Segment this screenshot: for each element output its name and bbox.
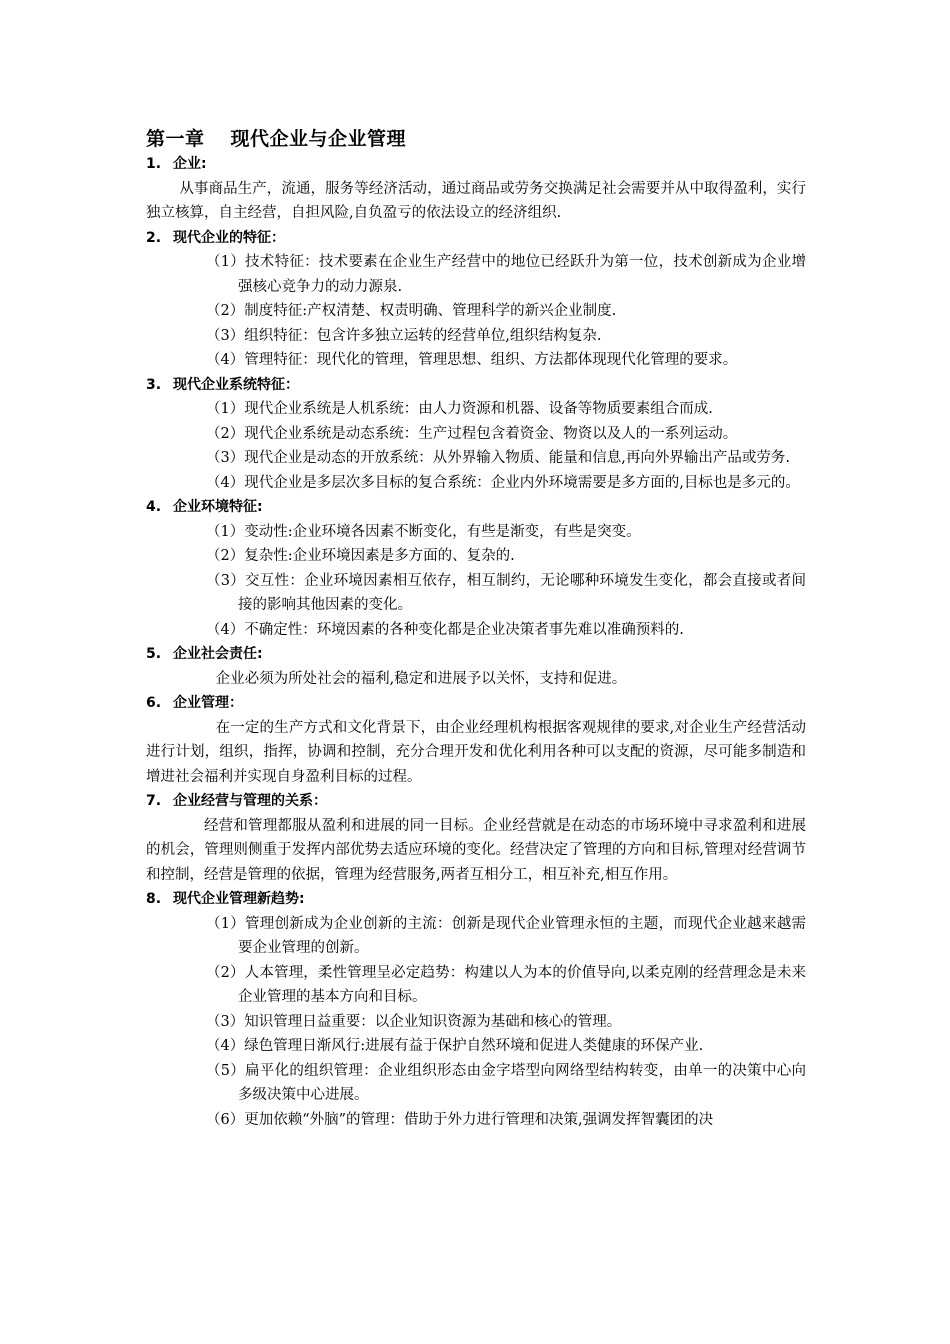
list-item: （1）现代企业系统是人机系统：由人力资源和机器、设备等物质要素组合而成. <box>206 401 713 417</box>
list-item: （4）现代企业是多层次多目标的复合系统：企业内外环境需要是多方面的,目标也是多元的。 <box>206 474 800 491</box>
chapter-title <box>146 124 406 151</box>
list-item: （2）制度特征:产权清楚、权责明确、管理科学的新兴企业制度. <box>206 303 617 319</box>
section-heading: 3. 现代企业系统特征： <box>146 376 299 393</box>
section-heading: 1. 企业: <box>146 156 207 172</box>
section-list <box>206 397 806 495</box>
chapter-label: 第一章 <box>146 128 205 150</box>
document-body <box>146 152 806 1132</box>
section-paragraph: 从事商品生产，流通，服务等经济活动，通过商品或劳务交换满足社会需要并从中取得盈利，实行独立核算，自主经营，自担风险,自负盈亏的依法设立的经济组织. <box>146 180 806 221</box>
list-item: （3）交互性：企业环境因素相互依存，相互制约，无论哪种环境发生变化，都会直接或者间接的影响其他因素的变化。 <box>206 572 806 613</box>
list-item: （1）技术特征：技术要素在企业生产经营中的地位已经跃升为第一位，技术创新成为企业增强核心竞争力的动力源泉. <box>206 254 806 295</box>
list-item: （4）不确定性：环境因素的各种变化都是企业决策者事先难以准确预料的. <box>206 621 684 638</box>
list-item: （3）现代企业是动态的开放系统：从外界输入物质、能量和信息,再向外界输出产品或劳务. <box>206 450 790 466</box>
section-heading: 7. 企业经营与管理的关系： <box>146 793 327 809</box>
list-item: （4）管理特征：现代化的管理，管理思想、组织、方法都体现现代化管理的要求。 <box>206 352 738 368</box>
list-item: （2）现代企业系统是动态系统：生产过程包含着资金、物资以及人的一系列运动。 <box>206 425 738 442</box>
section-list <box>206 250 806 373</box>
section-list <box>206 520 806 643</box>
list-item: （3）组织特征：包含许多独立运转的经营单位,组织结构复杂. <box>206 327 602 344</box>
section-heading: 4. 企业环境特征: <box>146 499 263 515</box>
section-heading: 6. 企业管理： <box>146 695 243 711</box>
list-item: （1）管理创新成为企业创新的主流：创新是现代企业管理永恒的主题，而现代企业越来越需要企业管理的创新。 <box>206 915 806 956</box>
section-heading: 5. 企业社会责任: <box>146 646 263 662</box>
list-item: （6）更加依赖“外脑”的管理：借助于外力进行管理和决策,强调发挥智囊团的决 <box>206 1111 714 1128</box>
list-item: （3）知识管理日益重要：以企业知识资源为基础和核心的管理。 <box>206 1013 622 1030</box>
list-item: （2）复杂性:企业环境因素是多方面的、复杂的. <box>206 548 515 564</box>
chapter-name: 现代企业与企业管理 <box>230 128 407 150</box>
section-heading: 8. 现代企业管理新趋势: <box>146 891 305 907</box>
list-item: （2）人本管理，柔性管理呈必定趋势：构建以人为本的价值导向,以柔克刚的经营理念是未来企业管理的基本方向和目标。 <box>206 964 806 1005</box>
section-list <box>206 912 806 1133</box>
section-paragraph: 企业必须为所处社会的福利,稳定和进展予以关怀，支持和促进。 <box>215 670 627 687</box>
list-item: （4）绿色管理日渐风行:进展有益于保护自然环境和促进人类健康的环保产业. <box>206 1038 704 1054</box>
section-paragraph: 经营和管理都服从盈利和进展的同一目标。企业经营就是在动态的市场环境中寻求盈利和进展的机会，管理则侧重于发挥内部优势去适应环境的变化。经营决定了管理的方向和目标,管理对经营调节和控制，经营是管理的依据，管理为经营服务,两者互相分工，相互补充,相互作用。 <box>146 817 806 883</box>
list-item: （5）扁平化的组织管理：企业组织形态由金字塔型向网络型结构转变，由单一的决策中心向多级决策中心进展。 <box>206 1062 806 1103</box>
section-heading: 2. 现代企业的特征： <box>146 229 285 246</box>
list-item: （1）变动性:企业环境各因素不断变化，有些是渐变，有些是突变。 <box>206 523 641 540</box>
section-paragraph: 在一定的生产方式和文化背景下，由企业经理机构根据客观规律的要求,对企业生产经营活动进行计划，组织，指挥，协调和控制，充分合理开发和优化利用各种可以支配的资源，尽可能多制造和增进社会福利并实现自身盈利目标的过程。 <box>146 719 806 785</box>
